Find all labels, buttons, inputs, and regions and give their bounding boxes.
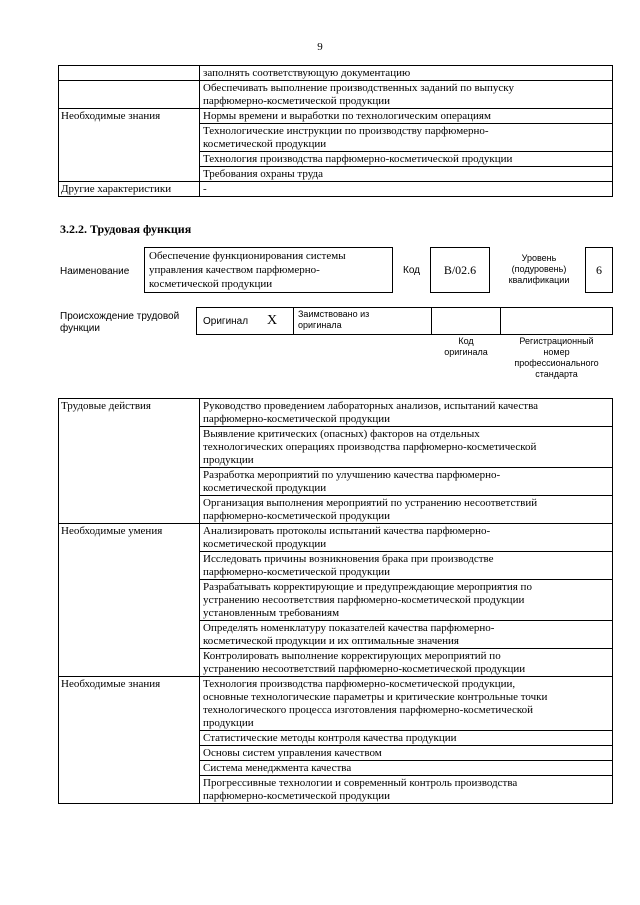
row-value bbox=[200, 621, 613, 649]
level-label bbox=[500, 253, 578, 286]
row-value bbox=[200, 580, 613, 621]
origin-label-line: Происхождение трудовой bbox=[60, 311, 180, 322]
code-value-box bbox=[430, 247, 490, 293]
row-value bbox=[200, 152, 613, 167]
level-label-line: квалификации bbox=[508, 275, 570, 285]
borrowed-label bbox=[298, 309, 369, 331]
row-value bbox=[200, 761, 613, 776]
cell-line: парфюмерно-косметической продукции bbox=[203, 95, 391, 107]
row-value bbox=[200, 427, 613, 468]
group-label: Необходимые знания bbox=[59, 677, 200, 804]
cell-line: косметической продукции bbox=[203, 482, 327, 494]
origin-label bbox=[60, 311, 179, 335]
cell-line: Руководство проведением лабораторных анализов, испытаний качества bbox=[203, 400, 539, 412]
registration-caption-line: Регистрационный bbox=[519, 336, 594, 346]
code-label: Код bbox=[403, 265, 421, 276]
cell-line: Технология производства парфюмерно-косметической продукции, bbox=[203, 678, 516, 690]
page-number: 9 bbox=[317, 41, 323, 53]
row-value bbox=[200, 677, 613, 731]
row-label: Другие характеристики bbox=[59, 182, 200, 197]
row-value bbox=[200, 81, 613, 109]
function-name-line: Обеспечение функционирования системы bbox=[149, 250, 346, 262]
cell-line: Технология производства парфюмерно-косметической продукции bbox=[203, 153, 513, 165]
cell-line: косметической продукции и их оптимальные значения bbox=[203, 635, 459, 647]
registration-caption bbox=[500, 336, 613, 380]
cell-line: устранению несоответствий парфюмерно-косметической продукции bbox=[203, 663, 526, 675]
row-value bbox=[200, 167, 613, 182]
table-row bbox=[59, 677, 613, 731]
cell-line: технологических операциях производства парфюмерно-косметической bbox=[203, 441, 537, 453]
row-value bbox=[200, 552, 613, 580]
cell-line: Выявление критических (опасных) факторов на отдельных bbox=[203, 428, 480, 440]
row-value bbox=[200, 496, 613, 524]
original-box bbox=[196, 307, 294, 335]
function-name-line: косметической продукции bbox=[149, 278, 273, 290]
row-label bbox=[59, 81, 200, 109]
cell-line: Разработка мероприятий по улучшению качества парфюмерно- bbox=[203, 469, 501, 481]
registration-caption-line: профессионального bbox=[514, 358, 599, 368]
top-table bbox=[58, 65, 613, 197]
group-label: Трудовые действия bbox=[59, 399, 200, 524]
cell-line: косметической продукции bbox=[203, 138, 327, 150]
cell-line: Анализировать протоколы испытаний качества парфюмерно- bbox=[203, 525, 491, 537]
original-label: Оригинал bbox=[203, 316, 249, 327]
cell-line: косметической продукции bbox=[203, 538, 327, 550]
cell-line: Технологические инструкции по производству парфюмерно- bbox=[203, 125, 489, 137]
cell-line: Статистические методы контроля качества продукции bbox=[203, 732, 457, 744]
row-value bbox=[200, 649, 613, 677]
cell-line: парфюмерно-косметической продукции bbox=[203, 790, 391, 802]
table-row bbox=[59, 182, 613, 197]
function-name-line: управления качеством парфюмерно- bbox=[149, 264, 320, 276]
group-label: Необходимые умения bbox=[59, 524, 200, 677]
table-row bbox=[59, 81, 613, 109]
name-label: Наименование bbox=[60, 266, 130, 277]
table-row bbox=[59, 66, 613, 81]
cell-line: Обеспечивать выполнение производственных заданий по выпуску bbox=[203, 82, 514, 94]
row-value bbox=[200, 109, 613, 124]
level-value-box bbox=[585, 247, 613, 293]
cell-line: парфюмерно-косметической продукции bbox=[203, 510, 391, 522]
registration-number-box bbox=[500, 307, 613, 335]
cell-line: - bbox=[203, 183, 207, 195]
cell-line: Разрабатывать корректирующие и предупреждающие мероприятия по bbox=[203, 581, 532, 593]
row-value bbox=[200, 124, 613, 152]
level-label-line: (подуровень) bbox=[511, 264, 567, 274]
borrowed-box bbox=[293, 307, 432, 335]
origin-code-box bbox=[431, 307, 501, 335]
origin-code-caption-line: Код bbox=[458, 336, 474, 346]
origin-label-line: функции bbox=[60, 323, 100, 334]
registration-caption-line: стандарта bbox=[535, 369, 578, 379]
row-label bbox=[59, 66, 200, 81]
cell-line: парфюмерно-косметической продукции bbox=[203, 566, 391, 578]
code-value: B/02.6 bbox=[443, 262, 477, 277]
row-value bbox=[200, 746, 613, 761]
row-value bbox=[200, 399, 613, 427]
table-row bbox=[59, 399, 613, 427]
section-title: 3.2.2. Трудовая функция bbox=[60, 222, 192, 236]
row-value bbox=[200, 524, 613, 552]
row-value bbox=[200, 731, 613, 746]
row-value bbox=[200, 66, 613, 81]
row-value bbox=[200, 182, 613, 197]
cell-line: устранению несоответствия парфюмерно-косметической продукции bbox=[203, 594, 525, 606]
cell-line: технологического процесса изготовления парфюмерно-косметической bbox=[203, 704, 534, 716]
origin-code-caption bbox=[431, 336, 501, 358]
cell-line: Контролировать выполнение корректирующих мероприятий по bbox=[203, 650, 501, 662]
cell-line: Требования охраны труда bbox=[203, 168, 324, 180]
cell-line: установленным требованиям bbox=[203, 607, 340, 619]
cell-line: основные технологические параметры и критические контрольные точки bbox=[203, 691, 548, 703]
table-row bbox=[59, 524, 613, 552]
cell-line: Основы систем управления качеством bbox=[203, 747, 382, 759]
cell-line: Организация выполнения мероприятий по устранению несоответствий bbox=[203, 497, 538, 509]
cell-line: парфюмерно-косметической продукции bbox=[203, 413, 391, 425]
level-label-line: Уровень bbox=[521, 253, 557, 263]
original-mark: X bbox=[267, 313, 278, 328]
level-value: 6 bbox=[596, 262, 602, 277]
cell-line: заполнять соответствующую документацию bbox=[203, 67, 411, 79]
cell-line: Определять номенклатуру показателей качества парфюмерно- bbox=[203, 622, 495, 634]
row-label: Необходимые знания bbox=[59, 109, 200, 182]
cell-line: продукции bbox=[203, 454, 254, 466]
registration-caption-line: номер bbox=[543, 347, 570, 357]
table-row bbox=[59, 109, 613, 124]
cell-line: Исследовать причины возникновения брака при производстве bbox=[203, 553, 494, 565]
borrowed-label-line: оригинала bbox=[298, 320, 342, 330]
cell-line: Система менеджмента качества bbox=[203, 762, 352, 774]
cell-line: продукции bbox=[203, 717, 254, 729]
origin-code-caption-line: оригинала bbox=[444, 347, 488, 357]
main-table bbox=[58, 398, 613, 804]
row-value bbox=[200, 468, 613, 496]
cell-line: Нормы времени и выработки по технологическим операциям bbox=[203, 110, 491, 122]
cell-line: Прогрессивные технологии и современный контроль производства bbox=[203, 777, 518, 789]
borrowed-label-line: Заимствовано из bbox=[298, 309, 370, 319]
function-name-box bbox=[144, 247, 393, 293]
row-value bbox=[200, 776, 613, 804]
